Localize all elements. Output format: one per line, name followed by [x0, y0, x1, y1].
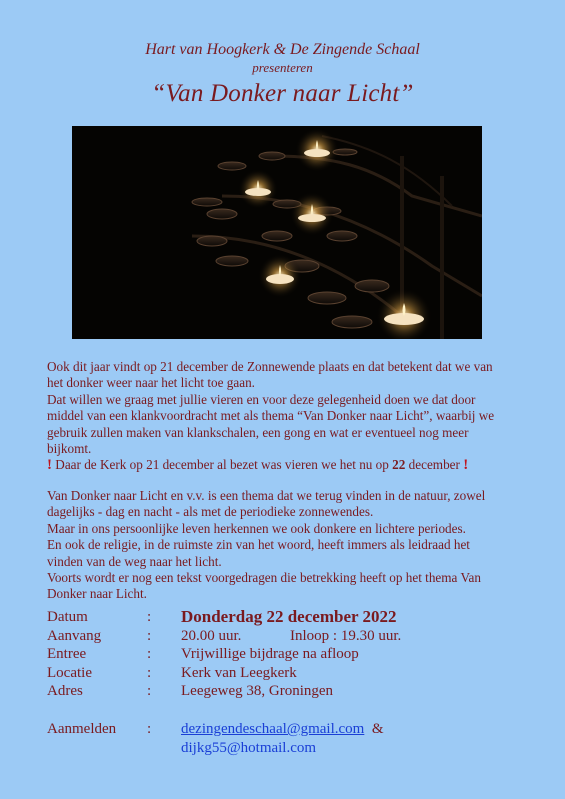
registration-contact — [47, 720, 547, 758]
aanmelden-row — [47, 720, 547, 739]
intro-paragraph — [47, 359, 527, 474]
exclamation-mark: ! — [47, 457, 52, 474]
presenteren-line: presenteren — [252, 60, 313, 75]
intro-line: gebruik zullen maken van klankschalen, een gong en wat er eventueel nog meer — [47, 424, 469, 440]
aanvang-label: Aanvang — [47, 627, 102, 644]
datum-value: Donderdag 22 december 2022 — [181, 607, 397, 626]
event-details — [47, 608, 547, 701]
datum-label: Datum — [47, 609, 88, 625]
intro-line: Ook dit jaar vindt op 21 december de Zonnewende plaats en dat betekent dat we van — [47, 359, 493, 374]
adres-label: Adres — [47, 683, 83, 699]
separator: : — [147, 683, 152, 699]
header — [0, 40, 565, 109]
intro-line: Dat willen we graag met jullie vieren en voor deze gelegenheid doen we dat door — [47, 391, 476, 407]
notice-month: december — [405, 457, 464, 473]
theme-line: Donker naar Licht. — [47, 586, 147, 602]
separator: : — [147, 646, 152, 662]
entree-row — [47, 645, 547, 664]
theme-line: En ook de religie, in de ruimste zin van het woord, heeft immers als leidraad het — [47, 537, 470, 553]
adres-value: Leegeweg 38, Groningen — [181, 683, 334, 699]
theme-line: Maar in ons persoonlijke leven herkennen we ook donkere en lichtere periodes. — [47, 520, 466, 536]
separator: : — [147, 664, 152, 681]
locatie-label: Locatie — [47, 664, 92, 681]
ampersand: & — [371, 721, 384, 737]
locatie-row — [47, 664, 547, 683]
notice-text: Daar de Kerk op 21 december al bezet was vieren we het nu op — [52, 457, 393, 473]
event-title: “Van Donker naar Licht” — [151, 80, 414, 107]
aanmelden-label: Aanmelden — [47, 721, 117, 737]
separator: : — [147, 609, 152, 625]
entree-value: Vrijwillige bijdrage na afloop — [181, 646, 359, 662]
adres-row — [47, 682, 547, 701]
presenters-line: Hart van Hoogkerk & De Zingende Schaal — [145, 41, 420, 58]
intro-line: middel van een klankvoordracht met als thema “Van Donker naar Licht”, waarbij we — [47, 408, 495, 424]
entree-label: Entree — [47, 646, 87, 662]
datum-row — [47, 608, 547, 627]
inloop-value: Inloop : 19.30 uur. — [290, 627, 402, 644]
exclamation-mark-end: ! — [463, 457, 469, 474]
email-dijkg55: dijkg55@hotmail.com — [181, 740, 317, 756]
theme-line: dagelijks - dag en nacht - als met de periodieke zonnewendes. — [47, 504, 374, 520]
intro-line: het donker weer naar het licht toe gaan. — [47, 375, 255, 391]
theme-line: vinden van de weg naar het licht. — [47, 553, 222, 569]
email-link-dezingendeschaal[interactable]: dezingendeschaal@gmail.com — [181, 721, 365, 737]
theme-line: Voorts wordt er nog een tekst voorgedragen die betrekking heeft op het thema Van — [47, 570, 481, 586]
date-change-notice — [47, 457, 527, 473]
candles-photo — [72, 126, 482, 339]
email2-row — [47, 739, 547, 758]
aanvang-value: 20.00 uur. — [181, 627, 242, 644]
theme-line: Van Donker naar Licht en v.v. is een thema dat we terug vinden in de natuur, zowel — [47, 488, 486, 503]
separator: : — [147, 721, 152, 737]
aanvang-row — [47, 627, 547, 646]
intro-line: bijkomt. — [47, 441, 92, 457]
theme-paragraph — [47, 488, 527, 603]
locatie-value: Kerk van Leegkerk — [181, 664, 297, 681]
separator: : — [147, 627, 152, 644]
notice-day: 22 — [392, 457, 406, 473]
candles-illustration — [72, 126, 482, 339]
